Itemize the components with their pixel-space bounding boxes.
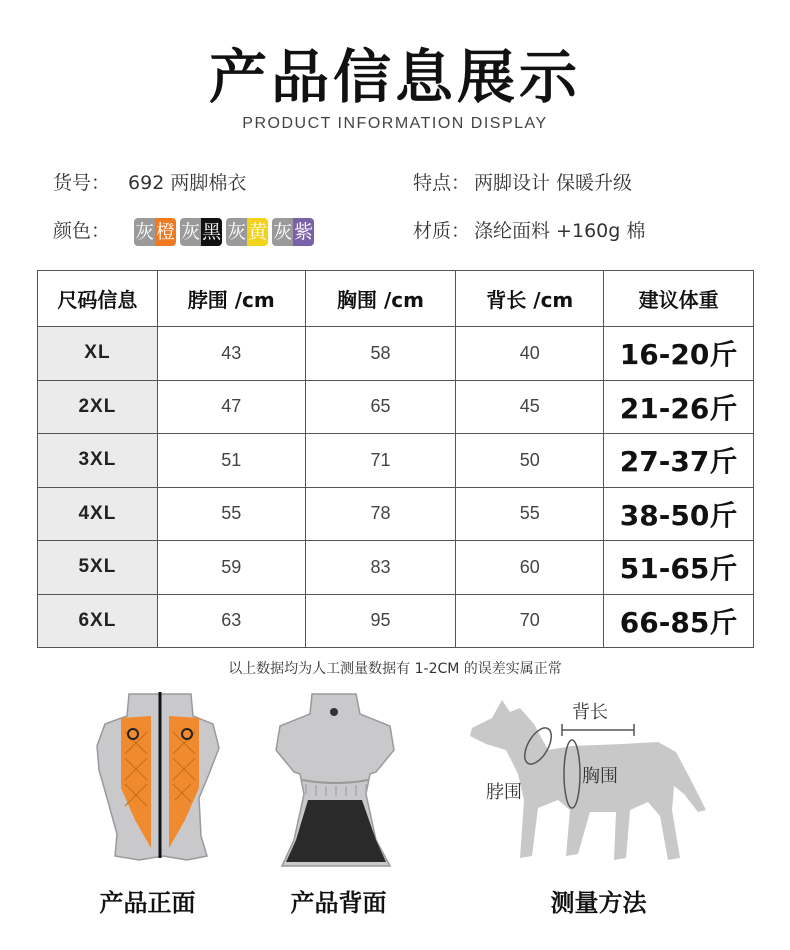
chest-cell: 58: [305, 327, 456, 381]
swatch-part-b: 黄: [247, 218, 268, 246]
header-size: 尺码信息: [38, 271, 158, 327]
back-length-cell: 45: [456, 380, 604, 434]
chest-cell: 71: [305, 434, 456, 488]
header-neck: 脖围 /cm: [157, 271, 305, 327]
table-row: [38, 380, 754, 434]
measure-caption: 测量方法: [550, 889, 647, 917]
color-swatch: [180, 218, 222, 246]
table-row: [38, 327, 754, 381]
neck-cell: 51: [157, 434, 305, 488]
size-cell: 3XL: [38, 434, 158, 488]
table-row: [38, 487, 754, 541]
measurement-note: 以上数据均为人工测量数据有 1-2CM 的误差实属正常: [228, 661, 562, 677]
item-number-row: [53, 168, 246, 195]
swatch-part-a: 灰: [180, 218, 201, 246]
color-row: [53, 216, 314, 246]
neck-cell: 47: [157, 380, 305, 434]
neck-label: 脖围: [486, 782, 522, 803]
coat-front-image: [95, 688, 225, 868]
material-value: 涤纶面料 +160g 棉: [474, 220, 646, 242]
back-length-label: 背长: [572, 702, 608, 723]
front-caption: 产品正面: [99, 889, 196, 917]
swatch-part-b: 橙: [155, 218, 176, 246]
back-length-cell: 60: [456, 541, 604, 595]
size-table-header: [38, 271, 754, 327]
swatch-part-a: 灰: [134, 218, 155, 246]
color-swatch: [134, 218, 176, 246]
chest-cell: 83: [305, 541, 456, 595]
color-swatch: [272, 218, 314, 246]
chest-cell: 65: [305, 380, 456, 434]
chest-label: 胸围: [582, 766, 618, 787]
header-weight: 建议体重: [604, 271, 754, 327]
weight-cell: 21-26斤: [604, 380, 754, 434]
feature-row: [413, 168, 632, 195]
back-length-cell: 40: [456, 327, 604, 381]
back-length-cell: 50: [456, 434, 604, 488]
neck-cell: 55: [157, 487, 305, 541]
weight-cell: 51-65斤: [604, 541, 754, 595]
page-subtitle: PRODUCT INFORMATION DISPLAY: [242, 115, 548, 132]
swatch-part-b: 黑: [201, 218, 222, 246]
color-swatch: [226, 218, 268, 246]
weight-cell: 66-85斤: [604, 594, 754, 648]
weight-cell: 16-20斤: [604, 327, 754, 381]
size-cell: XL: [38, 327, 158, 381]
material-label: 材质：: [413, 220, 471, 242]
table-row: [38, 541, 754, 595]
coat-back-image: [272, 690, 402, 870]
feature-label: 特点：: [413, 172, 471, 194]
table-row: [38, 594, 754, 648]
size-table: [37, 270, 754, 648]
header-chest: 胸围 /cm: [305, 271, 456, 327]
size-cell: 5XL: [38, 541, 158, 595]
back-caption: 产品背面: [290, 889, 387, 917]
size-cell: 2XL: [38, 380, 158, 434]
size-cell: 6XL: [38, 594, 158, 648]
swatch-part-a: 灰: [226, 218, 247, 246]
chest-cell: 95: [305, 594, 456, 648]
header-back-length: 背长 /cm: [456, 271, 604, 327]
swatch-part-a: 灰: [272, 218, 293, 246]
neck-cell: 63: [157, 594, 305, 648]
size-cell: 4XL: [38, 487, 158, 541]
neck-cell: 59: [157, 541, 305, 595]
weight-cell: 38-50斤: [604, 487, 754, 541]
page-title: 产品信息展示: [208, 43, 581, 111]
item-number-label: 货号：: [53, 172, 111, 194]
back-length-cell: 70: [456, 594, 604, 648]
table-row: [38, 434, 754, 488]
material-row: [413, 216, 645, 243]
color-swatches: [134, 218, 314, 246]
chest-cell: 78: [305, 487, 456, 541]
item-number-value: 692 两脚棉衣: [128, 172, 247, 194]
color-label: 颜色：: [53, 220, 111, 242]
neck-cell: 43: [157, 327, 305, 381]
back-length-cell: 55: [456, 487, 604, 541]
feature-value: 两脚设计 保暖升级: [474, 172, 633, 194]
swatch-part-b: 紫: [293, 218, 314, 246]
weight-cell: 27-37斤: [604, 434, 754, 488]
